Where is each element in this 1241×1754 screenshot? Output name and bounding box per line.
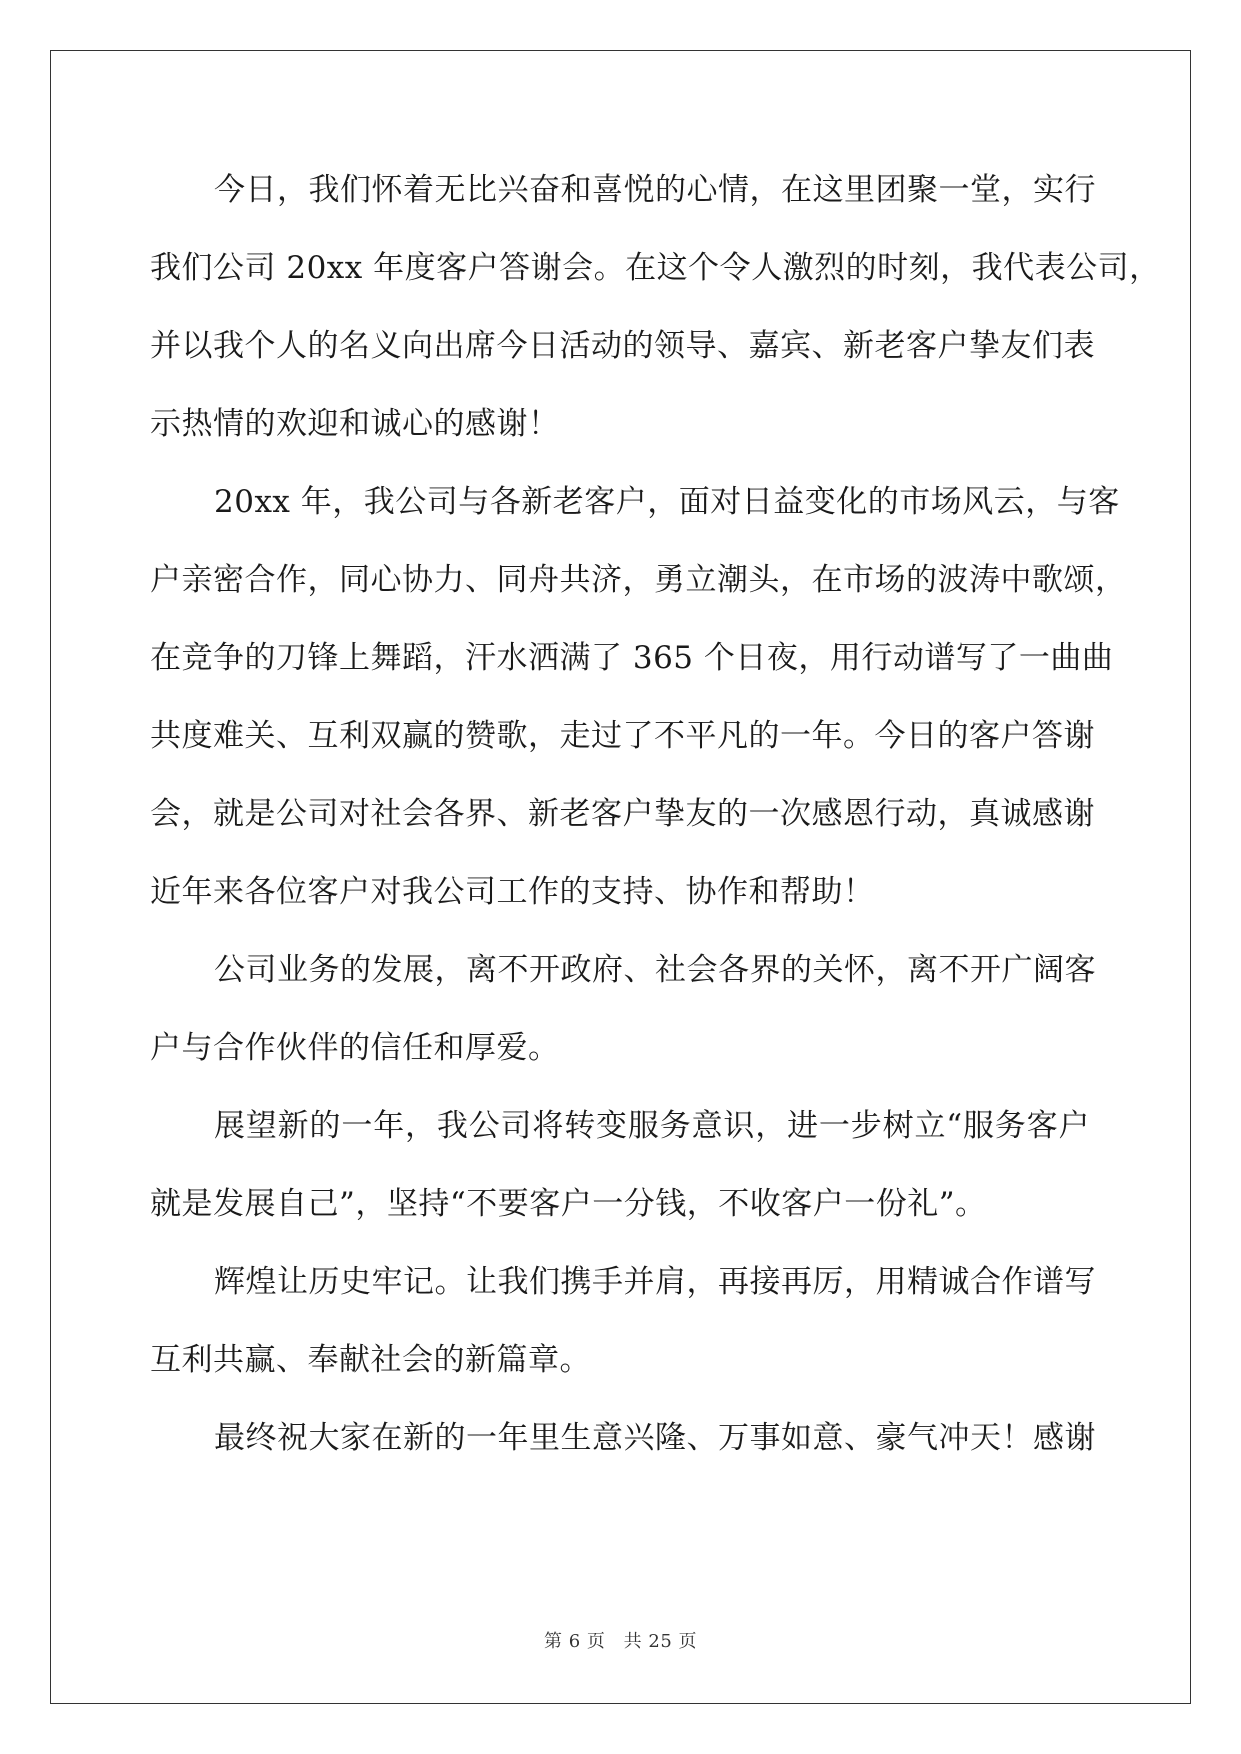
paragraph-2-line-1: 20xx 年，我公司与各新老客户，面对日益变化的市场风云，与客 xyxy=(214,484,1120,520)
paragraph-2-line-2: 户亲密合作，同心协力、同舟共济，勇立潮头，在市场的波涛中歌颂， xyxy=(150,562,1127,598)
paragraph-1-line-4: 示热情的欢迎和诚心的感谢！ xyxy=(150,406,560,442)
paragraph-6-line-1: 最终祝大家在新的一年里生意兴隆、万事如意、豪气冲天！感谢 xyxy=(214,1420,1096,1456)
paragraph-4-line-2: 就是发展自己”，坚持“不要客户一分钱，不收客户一份礼”。 xyxy=(150,1186,987,1222)
paragraph-1-line-1: 今日，我们怀着无比兴奋和喜悦的心情，在这里团聚一堂，实行 xyxy=(214,172,1096,208)
page-number-label: 第 6 页 xyxy=(544,1631,606,1652)
paragraph-4-line-1: 展望新的一年，我公司将转变服务意识，进一步树立“服务客户 xyxy=(214,1108,1090,1144)
paragraph-1-line-2: 我们公司 20xx 年度客户答谢会。在这个令人激烈的时刻，我代表公司， xyxy=(150,250,1161,286)
paragraph-1-line-3: 并以我个人的名义向出席今日活动的领导、嘉宾、新老客户挚友们表 xyxy=(150,328,1095,364)
document-body xyxy=(150,160,1161,1486)
page-footer xyxy=(0,1627,1241,1653)
paragraph-5-line-1: 辉煌让历史牢记。让我们携手并肩，再接再厉，用精诚合作谱写 xyxy=(214,1264,1096,1300)
paragraph-3-line-1: 公司业务的发展，离不开政府、社会各界的关怀，离不开广阔客 xyxy=(214,952,1096,988)
paragraph-2-line-5: 会，就是公司对社会各界、新老客户挚友的一次感恩行动，真诚感谢 xyxy=(150,796,1095,832)
page-total-label: 共 25 页 xyxy=(623,1631,697,1652)
paragraph-2-line-6: 近年来各位客户对我公司工作的支持、协作和帮助！ xyxy=(150,874,875,910)
paragraph-2-line-4: 共度难关、互利双赢的赞歌，走过了不平凡的一年。今日的客户答谢 xyxy=(150,718,1095,754)
paragraph-2-line-3: 在竞争的刀锋上舞蹈，汗水洒满了 365 个日夜，用行动谱写了一曲曲 xyxy=(150,640,1114,676)
paragraph-5-line-2: 互利共赢、奉献社会的新篇章。 xyxy=(150,1342,591,1378)
paragraph-3-line-2: 户与合作伙伴的信任和厚爱。 xyxy=(150,1030,560,1066)
